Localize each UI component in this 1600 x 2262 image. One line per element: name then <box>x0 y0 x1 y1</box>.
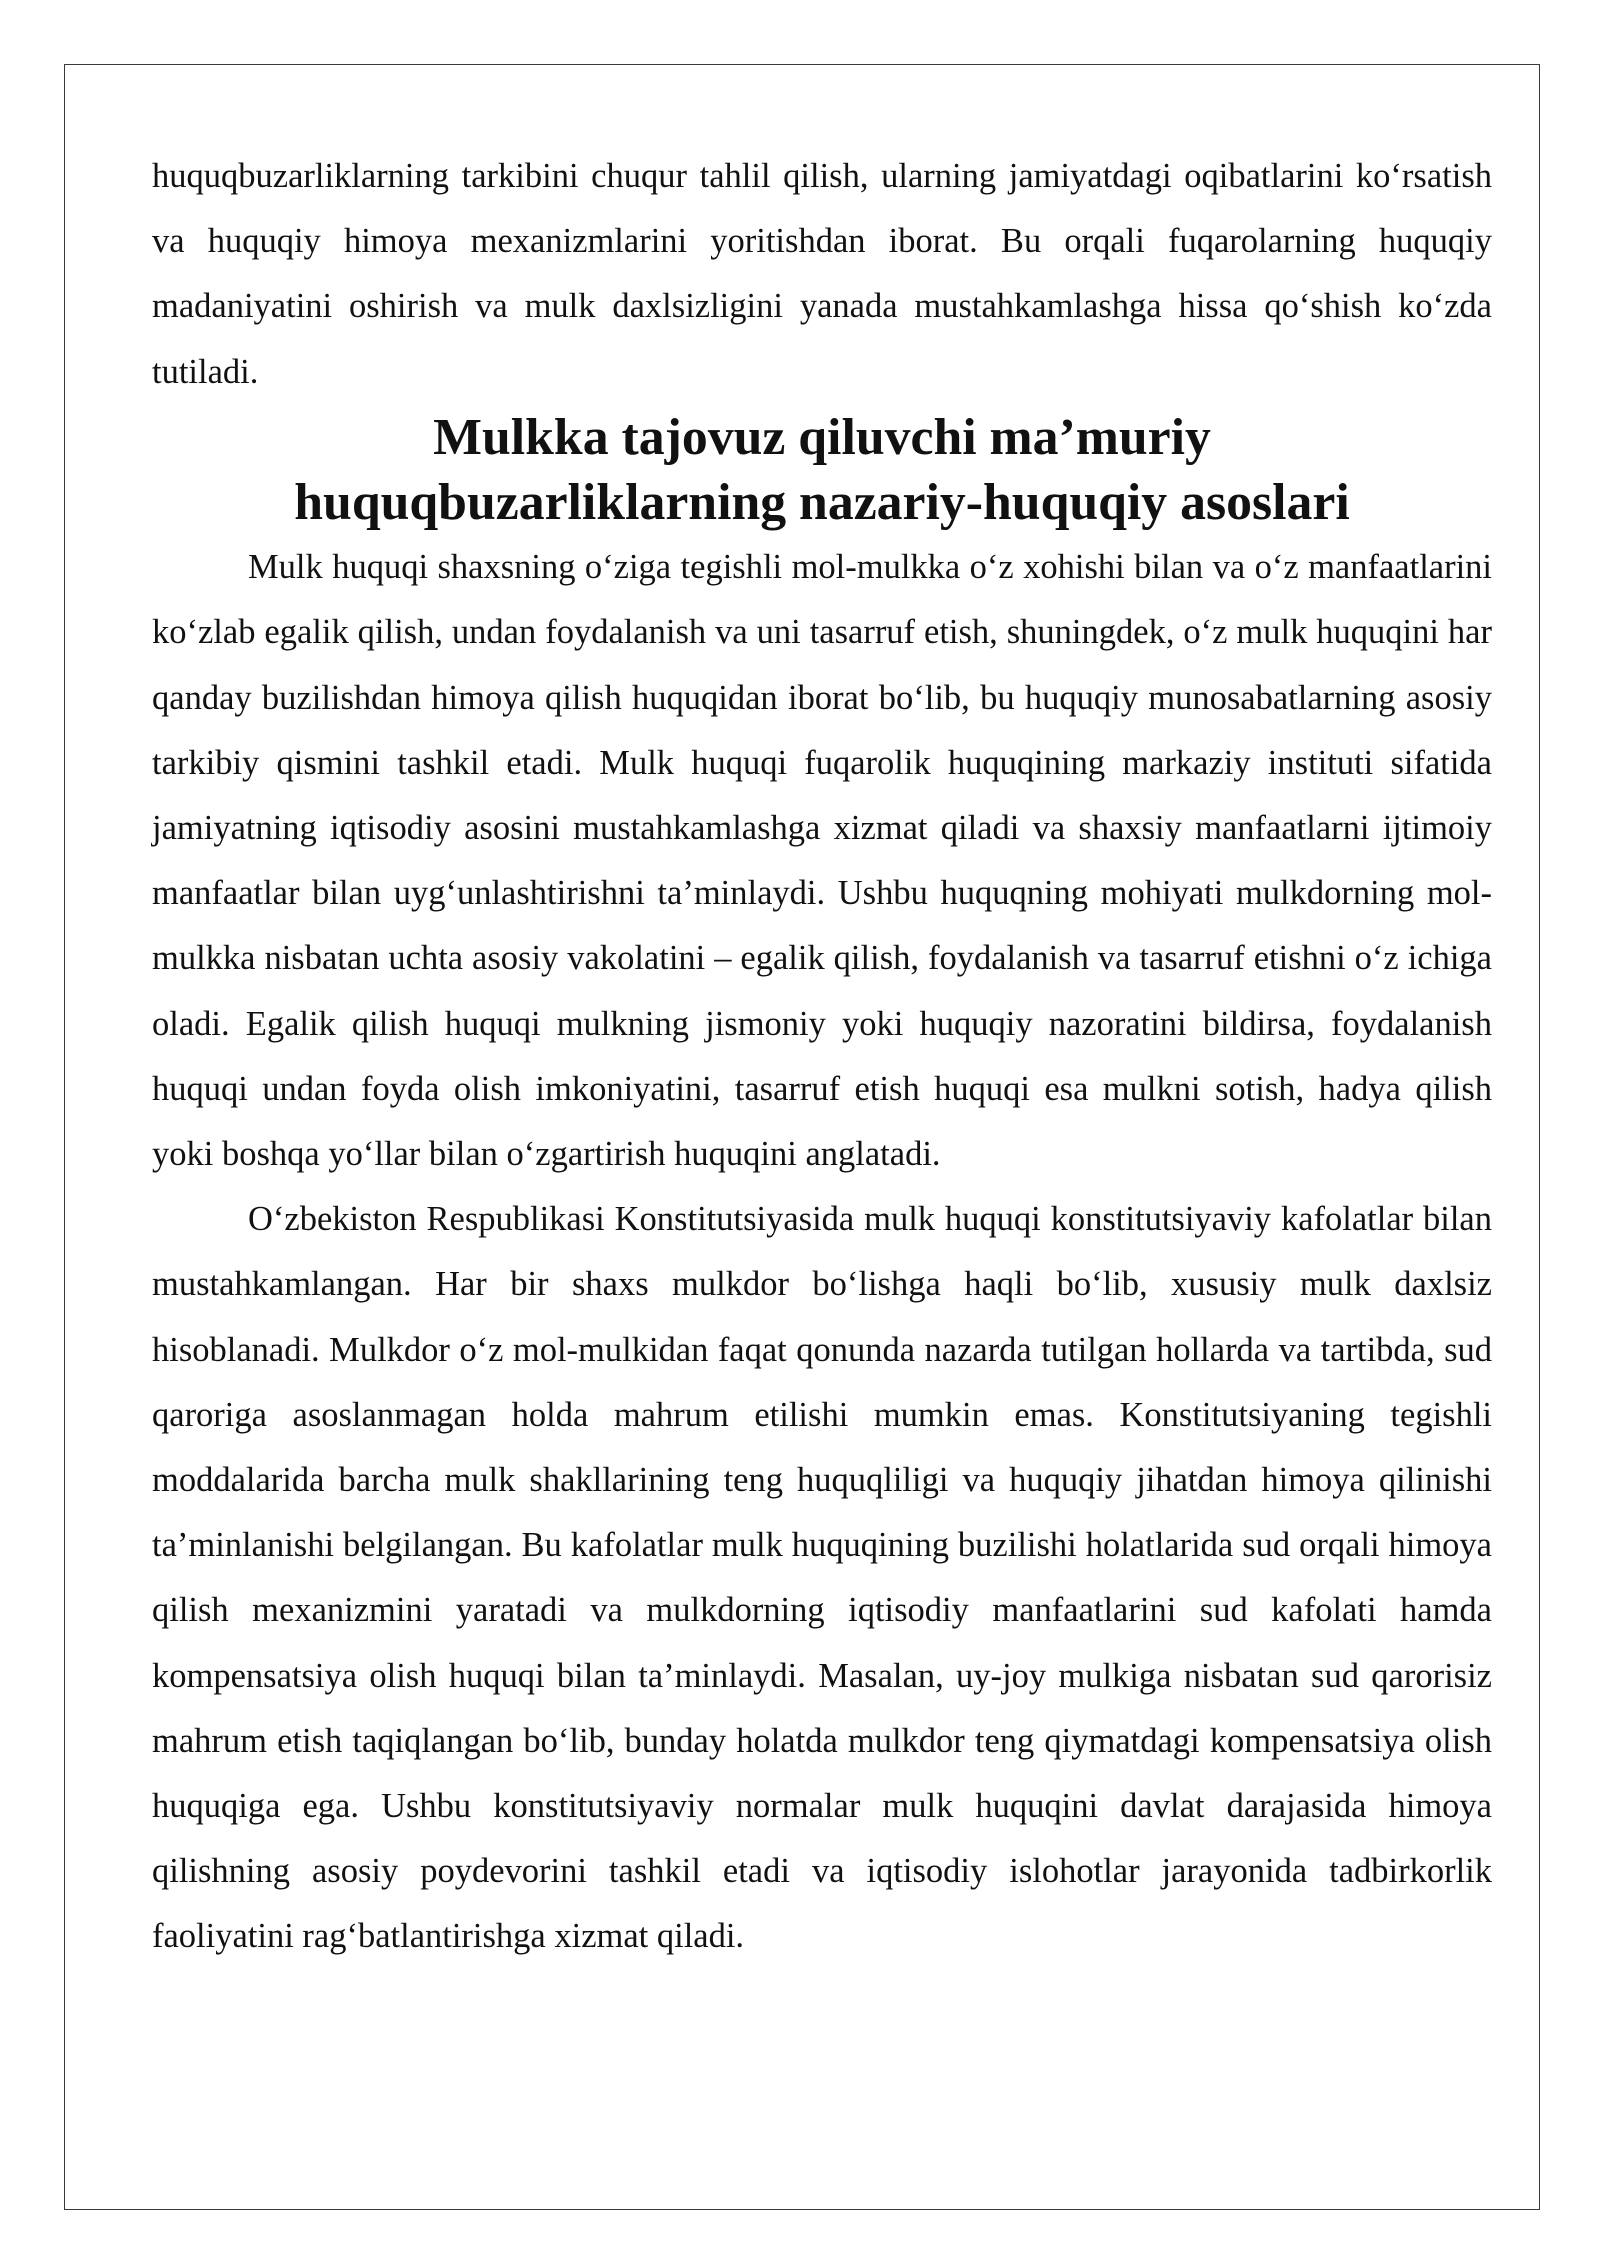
continuation-paragraph: huquqbuzarliklarning tarkibini chuqur tahlil qilish, ularning jamiyatdagi oqibatlarini ko‘rsatish va huquqiy himoya mexanizmlarini yoritishdan iborat. Bu orqali fuqarolarning huquqiy madaniyatini oshirish va mulk daxlsizligini yanada mustahkamlashga hissa qo‘shish ko‘zda tutiladi. <box>152 157 1492 391</box>
document-body <box>152 144 1492 1970</box>
paragraph-constitution: O‘zbekiston Respublikasi Konstitutsiyasida mulk huquqi konstitutsiyaviy kafolatlar bilan mustahkamlangan. Har bir shaxs mulkdor bo‘lishga haqli bo‘lib, xususiy mulk daxlsiz hisoblanadi. Mulkdor o‘z mol-mulkidan faqat qonunda nazarda tutilgan hollarda va tartibda, sud qaroriga asoslanmagan holda mahrum etilishi mumkin emas. Konstitutsiyaning tegishli moddalarida barcha mulk shakllarining teng huquqliligi va huquqiy jihatdan himoya qilinishi ta’minlanishi belgilangan. Bu kafolatlar mulk huquqining buzilishi holatlarida sud orqali himoya qilish mexanizmini yaratadi va mulkdorning iqtisodiy manfaatlarini sud kafolati hamda kompensatsiya olish huquqi bilan ta’minlaydi. Masalan, uy-joy mulkiga nisbatan sud qarorisiz mahrum etish taqiqlangan bo‘lib, bunday holatda mulkdor teng qiymatdagi kompensatsiya olish huquqiga ega. Ushbu konstitutsiyaviy normalar mulk huquqini davlat darajasida himoya qilishning asosiy poydevorini tashkil etadi va iqtisodiy islohotlar jarayonida tadbirkorlik faoliyatini rag‘batlantirishga xizmat qiladi. <box>152 1200 1492 1956</box>
paragraph-property-right: Mulk huquqi shaxsning o‘ziga tegishli mol-mulkka o‘z xohishi bilan va o‘z manfaatlarini ko‘zlab egalik qilish, undan foydalanish va uni tasarruf etish, shuningdek, o‘z mulk huquqini har qanday buzilishdan himoya qilish huquqidan iborat bo‘lib, bu huquqiy munosabatlarning asosiy tarkibiy qismini tashkil etadi. Mulk huquqi fuqarolik huquqining markaziy instituti sifatida jamiyatning iqtisodiy asosini mustahkamlashga xizmat qiladi va shaxsiy manfaatlarni ijtimoiy manfaatlar bilan uyg‘unlashtirishni ta’minlaydi. Ushbu huquqning mohiyati mulkdorning mol-mulkka nisbatan uchta asosiy vakolatini – egalik qilish, foydalanish va tasarruf etishni o‘z ichiga oladi. Egalik qilish huquqi mulkning jismoniy yoki huquqiy nazoratini bildirsa, foydalanish huquqi undan foyda olish imkoniyatini, tasarruf etish huquqi esa mulkni sotish, hadya qilish yoki boshqa yo‘llar bilan o‘zgartirish huquqini anglatadi. <box>152 548 1492 1174</box>
section-heading: Mulkka tajovuz qiluvchi ma’muriy huquqbuzarliklarning nazariy-huquqiy asoslari <box>294 408 1350 532</box>
